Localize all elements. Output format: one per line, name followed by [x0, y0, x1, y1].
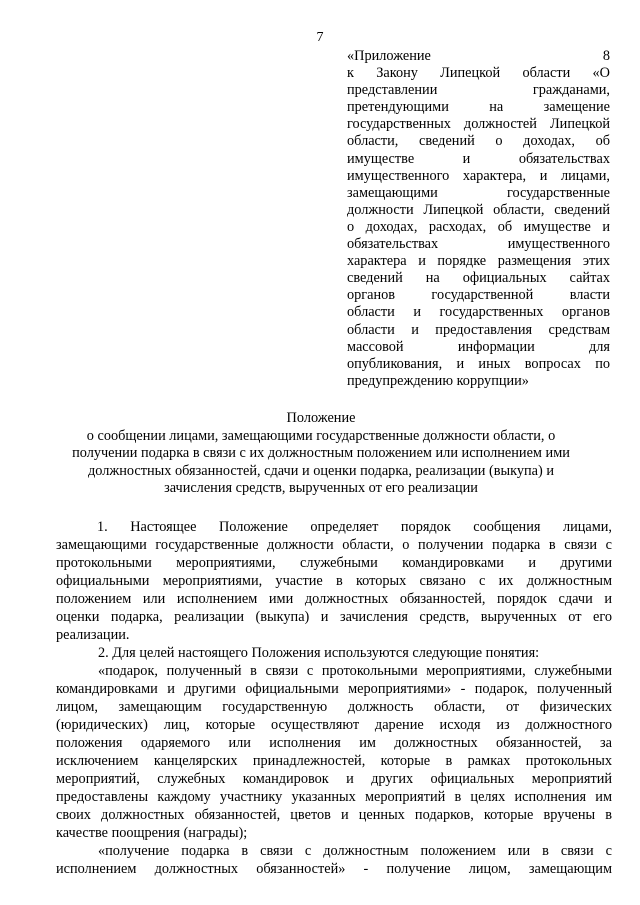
body-line: протокольными мероприятиями, служебными командировками и другими — [56, 555, 612, 571]
body-line: «получение подарка в связи с должностным положением или в связи с — [98, 843, 612, 859]
body-line: «подарок, полученный в связи с протокольными мероприятиями, служебными — [98, 663, 612, 679]
appendix-line: имущественного характера, и лицами, — [347, 167, 610, 184]
body-line: положением или исполнением ими должностных обязанностей, порядок сдачи и — [56, 591, 612, 607]
body-line: командировками и другими официальными мероприятиями» - подарок, полученный — [56, 681, 612, 697]
body-line: 2. Для целей настоящего Положения используются следующие понятия: — [98, 645, 540, 661]
document-body — [56, 518, 612, 878]
appendix-line: претендующими на замещение — [347, 99, 610, 116]
title-line: Положение — [286, 410, 356, 426]
appendix-line: области и государственных органов — [347, 304, 610, 321]
appendix-line: органов государственной власти — [347, 287, 610, 304]
body-line: предоставлены каждому участнику указанных мероприятий в целях исполнения им — [56, 789, 612, 805]
body-line: положения одаряемого или исполнения им должностных обязанностей, за — [56, 735, 612, 751]
appendix-line: области и предоставления средствам — [347, 321, 610, 338]
appendix-line: представлении гражданами, — [347, 82, 610, 99]
appendix-line: области, сведений о доходах, об — [347, 133, 610, 150]
body-line: мероприятий, служебных командировок и других официальных мероприятий — [56, 771, 612, 787]
title-line: получении подарка в связи с их должностным положением или исполнением ими — [72, 445, 570, 462]
title-line: о сообщении лицами, замещающими государственные должности области, о — [86, 427, 556, 444]
title-line: зачисления средств, вырученных от его реализации — [164, 480, 478, 497]
appendix-line: «Приложение 8 — [347, 48, 610, 64]
appendix-line: предупреждению коррупции» — [347, 372, 529, 389]
appendix-line: имуществе и обязательствах — [347, 150, 610, 167]
appendix-line: опубликования, и иных вопросах по — [347, 355, 610, 372]
body-line: качестве поощрения (награды); — [56, 825, 248, 841]
body-line: лицом, замещающим государственную должность области, от физических — [56, 699, 612, 715]
body-line: официальными мероприятиями, участие в которых связано с их должностным — [56, 573, 612, 589]
appendix-line: государственных должностей Липецкой — [347, 116, 610, 133]
document-title — [30, 410, 612, 498]
appendix-line: обязательствах имущественного — [347, 236, 610, 253]
body-line: реализации. — [56, 627, 130, 643]
body-line: исполнением должностных обязанностей» - получение лицом, замещающим — [56, 861, 612, 877]
page-number: 7 — [316, 30, 324, 45]
appendix-header — [347, 48, 610, 390]
appendix-line: массовой информации для — [347, 338, 610, 355]
body-line: своих должностных обязанностей, цветов и ценных подарков, которые вручены в — [56, 807, 612, 823]
appendix-line: характера и порядке размещения этих — [347, 253, 610, 270]
body-line: 1. Настоящее Положение определяет порядок сообщения лицами, — [97, 519, 612, 535]
body-line: замещающими государственные должности области, о получении подарка в связи с — [56, 537, 612, 553]
body-line: оценки подарка, реализации (выкупа) и зачисления средств, вырученных от его — [56, 609, 612, 625]
body-line: исключением канцелярских принадлежностей, которые в рамках протокольных — [56, 753, 612, 769]
appendix-line: сведений на официальных сайтах — [347, 270, 610, 287]
appendix-line: замещающими государственные — [347, 184, 610, 201]
appendix-line: о доходах, расходах, об имуществе и — [347, 218, 610, 235]
appendix-line: должности Липецкой области, сведений — [347, 201, 610, 218]
appendix-line: к Закону Липецкой области «О — [347, 65, 610, 82]
title-line: должностных обязанностей, сдачи и оценки подарка, реализации (выкупа) и — [88, 462, 554, 479]
body-line: (юридических) лиц, которые осуществляют дарение исходя из должностного — [56, 717, 612, 733]
